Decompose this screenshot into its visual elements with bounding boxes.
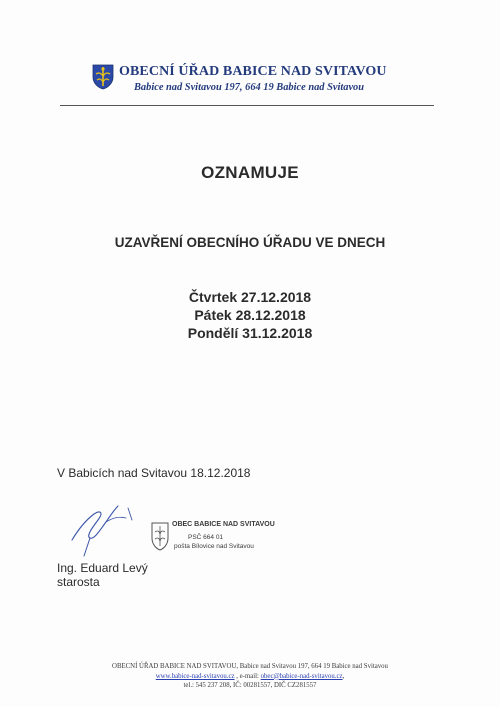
stamp-municipality: OBEC BABICE NAD SVITAVOU xyxy=(172,521,275,528)
footer-address: OBECNÍ ÚŘAD BABICE NAD SVITAVOU, Babice nad Svitavou 197, 664 19 Babice nad Svitavou xyxy=(112,663,388,670)
signatory-title: starosta xyxy=(57,575,100,589)
footer-contacts xyxy=(0,672,500,682)
signatory xyxy=(57,561,148,589)
municipal-crest-icon xyxy=(92,64,114,90)
notice-subheading: UZAVŘENÍ OBECNÍHO ÚŘADU VE DNECH xyxy=(114,235,386,250)
footer xyxy=(0,662,500,691)
email-prefix: , e-mail: xyxy=(236,672,259,680)
place-and-date: V Babicích nad Svitavou 18.12.2018 xyxy=(57,466,251,480)
office-name: OBECNÍ ÚŘAD BABICE NAD SVITAVOU xyxy=(119,64,387,79)
header-divider xyxy=(60,105,434,106)
website-link[interactable]: www.babice-nad-svitavou.cz xyxy=(155,672,235,680)
email-link[interactable]: obec@babice-nad-svitavou.cz xyxy=(260,672,343,680)
official-stamp xyxy=(148,518,278,558)
notice-heading: OZNAMUJE xyxy=(201,163,299,182)
closure-date: Pátek 28.12.2018 xyxy=(194,307,306,323)
closure-date: Čtvrtek 27.12.2018 xyxy=(188,289,312,305)
signatory-name: Ing. Eduard Levý xyxy=(57,561,148,575)
stamp-emblem-icon xyxy=(150,520,170,552)
closure-dates xyxy=(0,288,500,342)
footer-ids: tel.: 545 237 208, IČ: 00281557, DIČ CZ281557 xyxy=(183,682,317,689)
office-address: Babice nad Svitavou 197, 664 19 Babice nad Svitavou xyxy=(134,82,365,93)
stamp-post-office: pošta Bílovice nad Svitavou xyxy=(174,543,254,550)
closure-date: Pondělí 31.12.2018 xyxy=(187,325,313,341)
handwritten-signature xyxy=(68,500,138,560)
letterhead xyxy=(88,62,418,98)
email-suffix: , xyxy=(342,672,345,680)
stamp-postcode: PSČ 664 01 xyxy=(188,534,224,541)
